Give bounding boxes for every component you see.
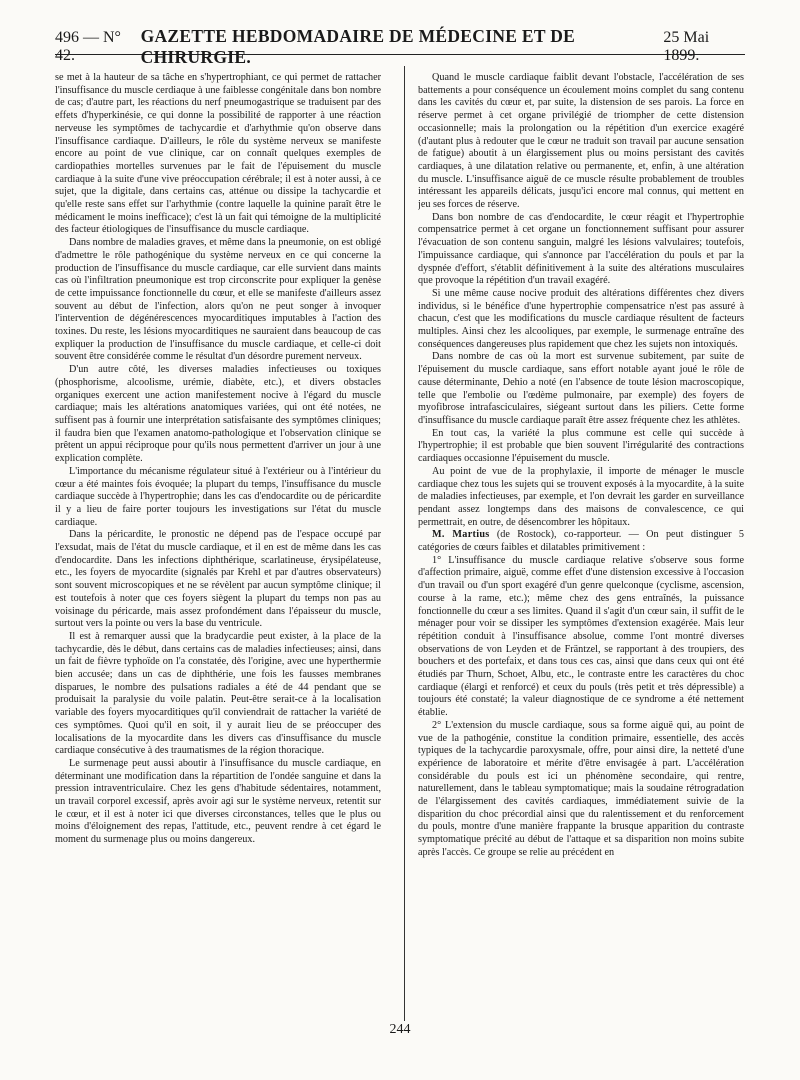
paragraph: D'un autre côté, les diverses maladies infectieuses ou toxiques (phosphorisme, alcoolisme, urémie, diabète, etc.), et divers obstacles organiques exercent une action manifestement nocive à l'égard du muscle cardiaque; mais les altérations anatomiques variées, qui ont été notées, ne suffisent pas à fournir une interprétation satisfaisante des symptômes cliniques; il faudra bien que l'examen anatomo-pathologique et l'observation clinique se prêtent un appui réciproque pour qu'ils nous permettent d'arriver un jour à une explication complète. <box>55 364 381 465</box>
paragraph: Dans nombre de maladies graves, et même dans la pneumonie, on est obligé d'admettre le rôle pathogénique du système nerveux en ce qui concerne la production de l'insuffisance du muscle cardiaque, car elle survient dans maints cas où l'infiltration pneumonique est trop circonscrite pour expliquer la genèse de cette impuissance fonctionnelle du cœur, et elle se manifeste d'ailleurs assez souvent au début de l'infection, alors qu'on ne peut songer à invoquer l'intervention de dégénérescences myocarditiques imputables à l'action des toxines. Du reste, les lésions myocarditiques ne sauraient dans beaucoup de cas expliquer la production de l'insuffisance du muscle cardiaque, et celle-ci doit souvent être considérée comme le résultat d'un désordre purement nerveux. <box>55 237 381 363</box>
speaker-intro: (de Rostock), co-rapporteur. — On peut distinguer 5 catégories de cœurs faibles et dilatables primitivement : <box>418 529 744 554</box>
paragraph: Quand le muscle cardiaque faiblit devant l'obstacle, l'accélération de ses battements a pour conséquence un écoulement moins complet du sang contenu dans les cavités du cœur et, par suite, la distension de ses parois. La force en réserve permet à cet organe privilégié de triompher de cette distension occasionnelle; mais la prolongation ou la répétition d'un exercice exagéré (d'autant plus à redouter que le cœur ne traduit son travail par aucune sensation de fatigue) aboutit à un élargissement plus ou moins persistant des cavités cardiaques, à une dilatation relative ou permanente, et, enfin, à une altération du muscle. L'insuffisance aiguë de ce muscle résulte probablement de troubles intéressant les appareils délicats, jusqu'ici encore mal connus, qui mettent en jeu ses forces de réserve. <box>418 72 744 211</box>
paragraph: 1° L'insuffisance du muscle cardiaque relative s'observe sous forme d'affection primaire, aiguë, comme effet d'une distension excessive à l'occasion d'un travail ou d'un sport exagéré d'un genre quelconque (cyclisme, ascension, course à la rame, etc.); même chez des gens entraînés, la puissance fonctionnelle du cœur a ses limites. Quand il s'agit d'un cœur sain, il suffit de le ménager pour voir se dissiper les symptômes d'extension exagérée. Mais leur répétition conduit à l'insuffisance absolue, comme l'ont montré diverses observations de von Leyden et de Fräntzel, se rapportant à des troupiers, des bouchers et des portefaix, et dans tous ces cas, ainsi que dans ceux qui ont été étudiés par Thurn, Schoet, Albu, etc., le contraste entre les caractères du choc cardiaque (élargi et renforcé) et ceux du pouls (très petit et très dépressible) a toujours été constaté; la valeur diagnostique de ce syndrome a été nettement établie. <box>418 554 744 719</box>
speaker-name: M. Martius <box>432 529 490 541</box>
right-column <box>418 72 744 1012</box>
folio-number: 244 <box>389 1022 411 1037</box>
paragraph: Il est à remarquer aussi que la bradycardie peut exister, à la place de la tachycardie, dès le début, dans certains cas de maladies infectieuses; ainsi, dans un fait de fièvre typhoïde on l'a constatée, dès l'origine, avec une hyperthermie bien accusée; dans un cas de diphthérie, une fois les fausses membranes disparues, le nombre des pulsations radiales a été de 44 pendant que se produisait la paralysie du voile palatin. Peut-être serait-ce à la localisation variable des foyers myocarditiques qu'il conviendrait de rattacher la variété de ces symptômes. Quoi qu'il en soit, il y aurait lieu de se préoccuper des localisations de la myocardite dans les divers cas d'insuffisance du muscle cardiaque consécutive à des traumatismes de la région thoracique. <box>55 630 381 757</box>
paragraph: Dans la péricardite, le pronostic ne dépend pas de l'espace occupé par l'exsudat, mais de l'état du muscle cardiaque, et il en est de même dans les cas d'endocardite. Dans les infections diphthérique, scarlatineuse, érysipélateuse, etc., les foyers de myocardite (signalés par Krehl et par d'autres observateurs) sont souvent microscopiques et ne se révèlent par aucun symptôme clinique; il est toutefois à noter que ces foyers siègent la plupart du temps non pas au voisinage du péricarde, mais assez profondément dans l'épaisseur du muscle, surtout vers la pointe ou vers la base du ventricule. <box>55 529 381 630</box>
paragraph: En tout cas, la variété la plus commune est celle qui succède à l'hypertrophie; il est probable que bien souvent l'irrégularité des contractions cardiaques occasionne l'épuisement du muscle. <box>418 427 744 465</box>
paragraph: Le surmenage peut aussi aboutir à l'insuffisance du muscle cardiaque, en déterminant une modification dans la répartition de l'ondée sanguine et dans la pression intraventriculaire. Chez les gens d'habitude sédentaires, notamment, un travail corporel excessif, après avoir agi sur le système nerveux, retentit sur le cœur, et il est à noter ici que diverses circonstances, telles que le plus ou moins d'éloignement des repas, l'attitude, etc., peuvent rendre à cet égard le moment du surmenage plus ou moins dangereux. <box>55 757 381 846</box>
issue-date: 25 Mai 1899. <box>663 29 710 64</box>
paragraph: se met à la hauteur de sa tâche en s'hypertrophiant, ce qui permet de rattacher l'insuffisance du muscle cerdiaque à une faiblesse congénitale dans bon nombre de cas; d'autre part, les réactions du nerf pneumogastrique se traduisent par des effets d'hyperkinésie, ce qui donne la possibilité de rapporter à une réaction nerveuse les symptômes de tachycardie et d'arhythmie qu'on observe dans l'insuffisance cardiaque. D'ailleurs, le rôle du système nerveux se manifeste encore au point de vue clinique, car on connaît quelques exemples de cardiopathies mortelles survenues par le fait de l'épuisement du muscle cardiaque à la suite d'une vive préoccupation cérébrale; il est à noter aussi, à ce sujet, que la digitale, dans certains cas, atténue ou dissipe la tachycardie et qu'elle reste sans effet sur l'arhythmie (contre laquelle la quinine paraît être le médicament le moins inefficace); c'est là un fait qui témoigne de la multiplicité des facteur étiologiques de l'insuffisance du muscle cardiaque. <box>55 72 381 236</box>
page-number: 496 — N° 42. <box>55 29 121 64</box>
paragraph: Si une même cause nocive produit des altérations différentes chez divers individus, si le bénéfice d'une hypertrophie compensatrice n'est pas assuré à chacun, c'est que les modifications du muscle cardiaque résultent de facteurs multiples. Ainsi chez les alcooliques, par exemple, le surmenage entraîne des conséquences dangereuses plus rapidement que chez les sujets non intoxiqués. <box>418 287 744 350</box>
paragraph: Dans bon nombre de cas d'endocardite, le cœur réagit et l'hypertrophie compensatrice permet à cet organe un fonctionnement suffisant pour assurer l'évacuation de son contenu sanguin, malgré les lésions valvulaires; toutefois, l'impuissance cardiaque, qui s'annonce par l'accélération du pouls et par la dyspnée d'effort, s'établit définitivement à la suite des altérations musculaires que provoque la répétition d'un travail exagéré. <box>418 211 744 287</box>
left-column <box>55 72 381 1012</box>
paragraph: 2° L'extension du muscle cardiaque, sous sa forme aiguë qui, au point de vue de la pathogénie, constitue la condition primaire, essentielle, des accès typiques de la tachycardie paroxysmale, offre, pour ainsi dire, la netteté d'une expérience de laboratoire et mérite d'être envisagée à part. L'accélération considérable du pouls est ici un phénomène secondaire, qui rentre, naturellement, dans le tableau symptomatique; mais la soudaine rétrogradation de l'élargissement des cavités cardiaques, immédiatement suivie de la disparition du choc précordial ainsi que du ralentissement et du renforcement du pouls, montre d'une manière frappante la brusque apparition du contraste symptomatique précité au début de l'attaque et sa disparition non moins subite après l'accès. Ce groupe se relie au précédent en <box>418 719 744 858</box>
speaker-paragraph <box>418 529 744 554</box>
journal-title: GAZETTE HEBDOMADAIRE DE MÉDECINE ET DE CHIRURGIE. <box>140 26 576 67</box>
paragraph: Au point de vue de la prophylaxie, il importe de ménager le muscle cardiaque chez tous les sujets qui se trouvent exposés à la myocardite, à la suite de maladies infectieuses, par exemple, et l'on devrait les garder en surveillance pendant assez longtemps dans des maisons de convalescence, ce qui permettrait, en outre, de désencombrer les hôpitaux. <box>418 465 744 528</box>
paragraph: L'importance du mécanisme régulateur situé à l'extérieur ou à l'intérieur du cœur a été maintes fois évoquée; la plupart du temps, l'insuffisance du muscle cardiaque succède à l'hypertrophie; dans les cas d'endocardite ou de péricardite il y a lieu de faire porter toujours les investigations sur l'état du muscle cardiaque. <box>55 465 381 528</box>
paragraph: Dans nombre de cas où la mort est survenue subitement, par suite de l'épuisement du muscle cardiaque, sans effort notable ayant joué le rôle de cause déterminante, Dehio a noté (en l'absence de toute lésion macroscopique, telle que l'embolie ou l'œdème pulmonaire, par exemple) des foyers de myofibrose intrafasciculaires, siégeant surtout dans les piliers. Cette forme d'insuffisance du muscle cardiaque paraît être assez fréquente chez les athlètes. <box>418 351 744 426</box>
running-header <box>55 26 745 67</box>
column-divider <box>404 66 405 1021</box>
